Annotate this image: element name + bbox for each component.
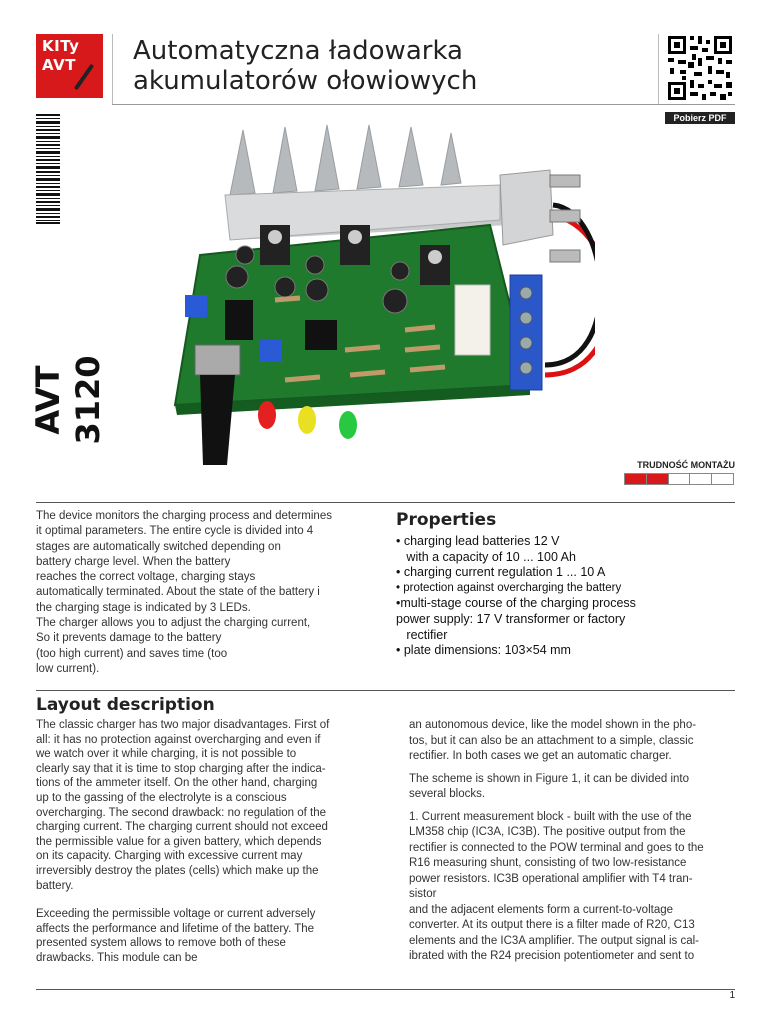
property-item: • charging lead batteries 12 V — [396, 534, 560, 548]
logo-line1: KITy — [42, 37, 80, 55]
paragraph — [409, 772, 739, 803]
product-code: AVT 3120 — [29, 355, 107, 445]
text-line: clearly say that it is time to stop charging after the indica- — [36, 762, 326, 775]
property-item: •multi-stage course of the charging process — [396, 596, 636, 611]
section-rule — [36, 690, 735, 691]
text-line: reaches the correct voltage, charging stays — [36, 571, 256, 584]
difficulty-segment — [647, 474, 669, 484]
text-line: elements and the IC3A amplifier. The output signal is cal- — [409, 934, 700, 947]
text-line: the charging stage is indicated by 3 LEDs. — [36, 601, 251, 614]
property-item: • protection against overcharging the battery — [396, 581, 622, 594]
text-line: Exceeding the permissible voltage or current adversely — [36, 908, 316, 921]
difficulty-segment — [712, 474, 733, 484]
text-line: (too high current) and saves time (too — [36, 647, 228, 660]
text-line: converter. At its output there is a filter made of R20, C13 — [409, 919, 695, 931]
title-line1: Automatyczna ładowarka — [133, 36, 463, 66]
text-line: tions of the ammeter itself. On the other hand, charging — [36, 777, 318, 790]
text-line: rectifier. In both cases we get an automatic charger. — [409, 750, 672, 762]
text-line: The classic charger has two major disadvantages. First of — [36, 719, 330, 731]
difficulty-segment — [669, 474, 691, 484]
text-line: up to the gassing of the electrolyte is a conscious — [36, 791, 287, 804]
property-item: power supply: 17 V transformer or factory — [396, 611, 626, 626]
footer-rule — [36, 989, 735, 990]
text-line: R16 measuring shunt, consisting of two low-resistance — [409, 857, 687, 869]
text-line: affects the performance and lifetime of the battery. The — [36, 922, 315, 935]
text-line: stages are automatically switched depending on — [36, 540, 281, 553]
text-line: the permissible value for a given battery, which depends — [36, 835, 322, 848]
text-line: and the adjacent elements form a current-to-voltage — [409, 903, 674, 916]
text-line: sistor — [409, 888, 437, 900]
property-item: • charging current regulation 1 ... 10 A — [396, 565, 606, 580]
section-rule — [36, 502, 735, 503]
header-divider — [112, 34, 113, 104]
layout-heading: Layout description — [36, 695, 215, 715]
title-line2: akumulatorów ołowiowych — [133, 66, 478, 96]
property-item: • plate dimensions: 103×54 mm — [396, 643, 571, 658]
text-line: overcharging. The second drawback: no regulation of the — [36, 806, 327, 819]
difficulty-label: TRUDNOŚĆ MONTAŻU — [637, 460, 735, 470]
text-line: The charger allows you to adjust the charging current, — [36, 617, 311, 630]
intro-text — [36, 509, 366, 677]
properties-heading: Properties — [396, 510, 497, 530]
text-line: rectifier is connected to the POW terminal and goes to the — [409, 841, 704, 854]
kity-avt-logo — [36, 34, 103, 98]
product-photo — [155, 115, 595, 475]
difficulty-segment — [625, 474, 647, 484]
text-line: So it prevents damage to the battery — [36, 632, 222, 645]
page-number: 1 — [729, 990, 735, 1001]
text-line: 1. Current measurement block - built with the use of the — [409, 810, 692, 823]
text-line: drawbacks. This module can be — [36, 951, 198, 964]
text-line: charging current. The charging current should not exceed — [36, 821, 328, 834]
text-line: on its capacity. Charging with excessive current may — [36, 850, 303, 863]
paragraph — [36, 907, 366, 965]
property-item: with a capacity of 10 ... 100 Ah — [396, 549, 576, 564]
text-line: tos, but it can also be an attachment to a simple, classic — [409, 734, 694, 747]
header-divider — [658, 34, 659, 104]
text-line: low current). — [36, 662, 100, 675]
text-line: The scheme is shown in Figure 1, it can be divided into — [409, 772, 689, 785]
paragraph — [409, 718, 739, 765]
text-line: it optimal parameters. The entire cycle is divided into 4 — [36, 525, 314, 538]
text-line: battery. — [36, 879, 74, 892]
text-line: battery charge level. When the battery — [36, 555, 231, 568]
properties-box — [396, 510, 736, 659]
difficulty-segment — [690, 474, 712, 484]
page-title — [133, 36, 643, 96]
text-line: power resistors. IC3B operational amplifier with T4 tran- — [409, 872, 693, 885]
text-line: several blocks. — [409, 788, 486, 800]
soldering-iron-icon — [74, 64, 94, 91]
text-line: presented system allows to remove both of these — [36, 937, 286, 950]
qr-code-icon[interactable] — [666, 34, 734, 102]
text-line: automatically terminated. About the state of the battery i — [36, 586, 320, 599]
text-line: an autonomous device, like the model shown in the pho- — [409, 719, 697, 731]
text-line: all: it has no protection against overcharging and even if — [36, 733, 321, 746]
download-pdf-button[interactable]: Pobierz PDF — [665, 112, 735, 124]
text-line: LM358 chip (IC3A, IC3B). The positive output from the — [409, 826, 686, 838]
property-item: rectifier — [396, 627, 448, 642]
difficulty-meter — [624, 473, 734, 485]
text-line: The device monitors the charging process and determines — [36, 510, 332, 522]
paragraph — [36, 718, 366, 893]
text-line: ibrated with the R24 precision potentiometer and sent to — [409, 950, 695, 962]
paragraph — [409, 810, 739, 965]
properties-list — [396, 534, 736, 659]
header-rule — [112, 104, 735, 105]
barcode-icon — [36, 114, 60, 224]
text-line: we watch over it while charging, it is not possible to — [36, 748, 297, 761]
layout-column-1 — [36, 718, 366, 966]
logo-line2: AVT — [42, 56, 76, 74]
text-line: irreversibly destroy the plates (cells) which make up the — [36, 864, 319, 877]
layout-column-2 — [409, 718, 739, 965]
